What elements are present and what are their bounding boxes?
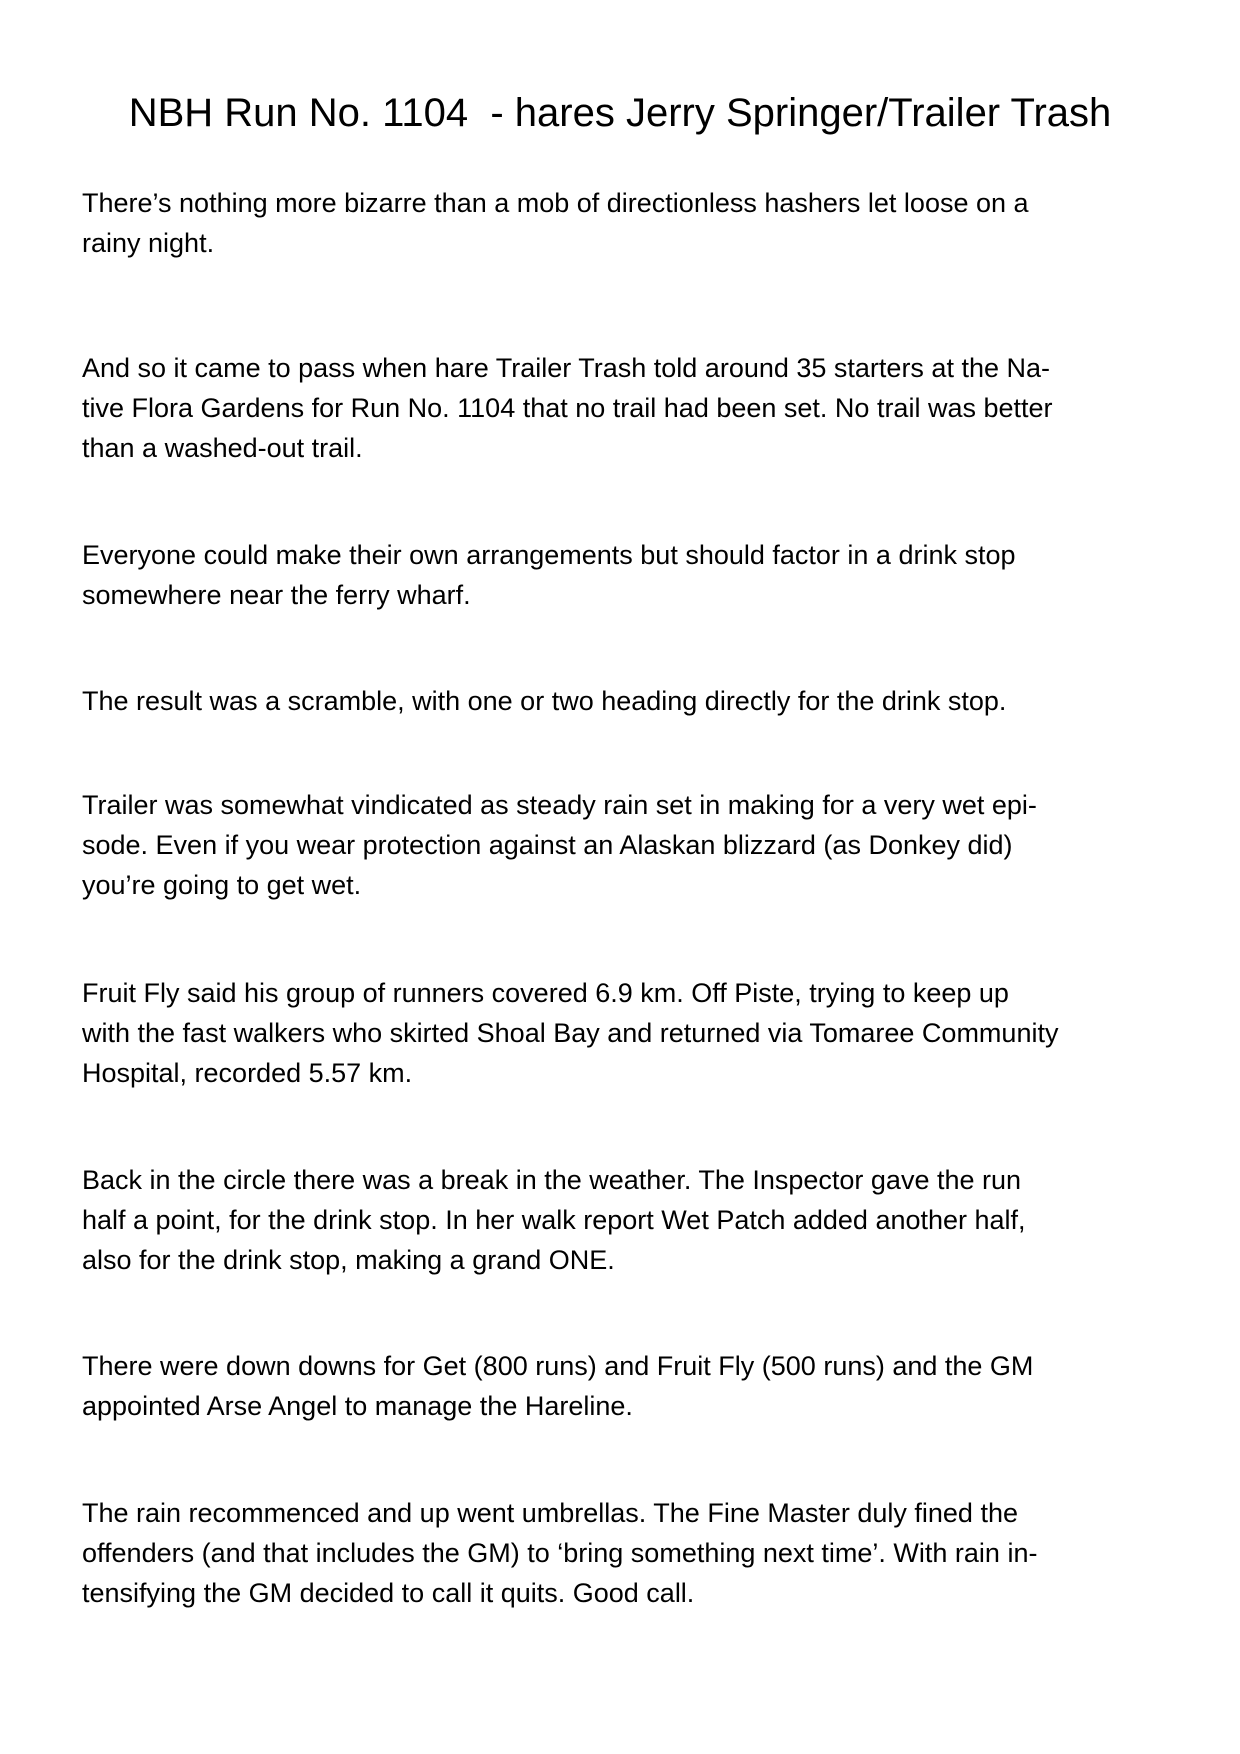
paragraph-line: Trailer was somewhat vindicated as steady rain set in making for a very wet epi- <box>82 790 1037 820</box>
paragraph-line: half a point, for the drink stop. In her walk report Wet Patch added another half, <box>82 1205 1026 1235</box>
paragraph-line: offenders (and that includes the GM) to ‘bring something next time’. With rain in- <box>82 1538 1038 1568</box>
paragraph-9 <box>82 1493 1192 1613</box>
page-title: NBH Run No. 1104 - hares Jerry Springer/Trailer Trash <box>128 91 1112 135</box>
paragraph-6 <box>82 973 1192 1093</box>
paragraph-1 <box>82 183 1192 263</box>
paragraph-line: than a washed-out trail. <box>82 433 363 463</box>
paragraph-line: with the fast walkers who skirted Shoal Bay and returned via Tomaree Community <box>82 1018 1059 1048</box>
paragraph-line: you’re going to get wet. <box>82 870 362 900</box>
paragraph-line: Back in the circle there was a break in the weather. The Inspector gave the run <box>82 1165 1022 1195</box>
paragraph-2 <box>82 348 1192 468</box>
paragraph-line: rainy night. <box>82 228 215 258</box>
paragraph-line: Everyone could make their own arrangements but should factor in a drink stop <box>82 540 1016 570</box>
paragraph-line: tive Flora Gardens for Run No. 1104 that no trail had been set. No trail was better <box>82 393 1053 423</box>
paragraph-8 <box>82 1346 1192 1426</box>
paragraph-line: The rain recommenced and up went umbrellas. The Fine Master duly fined the <box>82 1498 1018 1528</box>
paragraph-line: appointed Arse Angel to manage the Hareline. <box>82 1391 633 1421</box>
paragraph-line: tensifying the GM decided to call it quits. Good call. <box>82 1578 695 1608</box>
paragraph-4 <box>82 681 1192 721</box>
paragraph-line: There’s nothing more bizarre than a mob of directionless hashers let loose on a <box>82 188 1029 218</box>
paragraph-3 <box>82 535 1192 615</box>
paragraph-line: somewhere near the ferry wharf. <box>82 580 471 610</box>
paragraph-line: Hospital, recorded 5.57 km. <box>82 1058 413 1088</box>
paragraph-line: also for the drink stop, making a grand ONE. <box>82 1245 615 1275</box>
paragraph-7 <box>82 1160 1192 1280</box>
paragraph-line: And so it came to pass when hare Trailer Trash told around 35 starters at the Na- <box>82 353 1050 383</box>
paragraph-5 <box>82 785 1192 905</box>
paragraph-line: sode. Even if you wear protection against an Alaskan blizzard (as Donkey did) <box>82 830 1013 860</box>
paragraph-line: Fruit Fly said his group of runners covered 6.9 km. Off Piste, trying to keep up <box>82 978 1009 1008</box>
paragraph-line: There were down downs for Get (800 runs) and Fruit Fly (500 runs) and the GM <box>82 1351 1034 1381</box>
paragraph-line: The result was a scramble, with one or two heading directly for the drink stop. <box>82 686 1007 716</box>
